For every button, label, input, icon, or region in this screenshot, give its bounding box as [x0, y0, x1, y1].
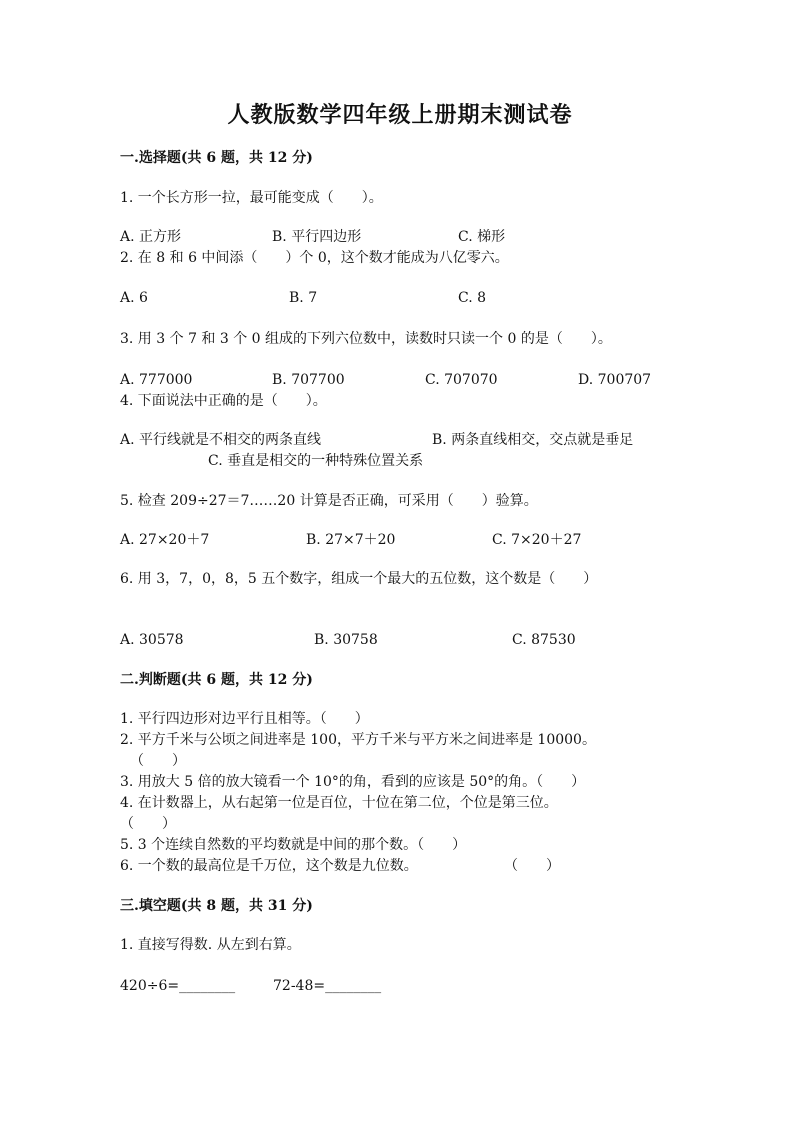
option: B. 平行四边形	[272, 229, 362, 245]
question-stem: 2. 在 8 和 6 中间添（ ）个 0，这个数才能成为八亿零六。	[120, 250, 509, 266]
fill-item: 72-48=________	[273, 978, 382, 994]
statement: 1. 平行四边形对边平行且相等。（ ）	[120, 711, 369, 727]
option: A. 平行线就是不相交的两条直线	[120, 432, 322, 448]
page-title: 人教版数学四年级上册期末测试卷	[227, 102, 573, 128]
option: A. 27×20＋7	[120, 532, 210, 548]
option: B. 707700	[272, 372, 345, 388]
option: D. 700707	[578, 372, 652, 388]
answer-blank: （ ）	[120, 816, 176, 832]
statement: 5. 3 个连续自然数的平均数就是中间的那个数。（ ）	[120, 837, 467, 853]
section-heading-choice: 一.选择题(共 6 题，共 12 分)	[120, 150, 313, 166]
option: C. 8	[458, 290, 487, 306]
question-stem: 1. 直接写得数. 从左到右算。	[120, 937, 301, 953]
statement: 4. 在计数器上，从右起第一位是百位，十位在第二位，个位是第三位。	[120, 795, 558, 811]
question-stem: 1. 一个长方形一拉，最可能变成（ ）。	[120, 190, 383, 206]
option: A. 6	[120, 290, 148, 306]
statement: 2. 平方千米与公顷之间进率是 100，平方千米与平方米之间进率是 10000。	[120, 732, 596, 748]
question-stem: 3. 用 3 个 7 和 3 个 0 组成的下列六位数中，读数时只读一个 0 的是（ ）。	[120, 331, 612, 347]
answer-blank: （ ）	[130, 753, 186, 769]
section-heading-judgment: 二.判断题(共 6 题，共 12 分)	[120, 672, 313, 688]
option: C. 梯形	[458, 229, 506, 245]
question-stem: 6. 用 3，7，0，8，5 五个数字，组成一个最大的五位数，这个数是（ ）	[120, 571, 598, 587]
option: C. 87530	[512, 632, 576, 648]
option: A. 777000	[120, 372, 193, 388]
option: B. 30758	[314, 632, 378, 648]
option: B. 27×7＋20	[306, 532, 396, 548]
question-stem: 4. 下面说法中正确的是（ ）。	[120, 393, 327, 409]
option: B. 两条直线相交，交点就是垂足	[432, 432, 634, 448]
option: A. 正方形	[120, 229, 182, 245]
fill-item: 420÷6=________	[120, 978, 236, 994]
option: C. 707070	[425, 372, 498, 388]
answer-blank: （ ）	[504, 858, 560, 874]
option: A. 30578	[120, 632, 184, 648]
section-heading-fill-blank: 三.填空题(共 8 题，共 31 分)	[120, 898, 313, 914]
question-stem: 5. 检查 209÷27＝7……20 计算是否正确，可采用（ ）验算。	[120, 493, 538, 509]
option: C. 7×20＋27	[492, 532, 582, 548]
option: C. 垂直是相交的一种特殊位置关系	[208, 453, 424, 469]
statement: 6. 一个数的最高位是千万位，这个数是九位数。	[120, 858, 418, 874]
statement: 3. 用放大 5 倍的放大镜看一个 10°的角，看到的应该是 50°的角。（ ）	[120, 774, 586, 790]
option: B. 7	[289, 290, 318, 306]
